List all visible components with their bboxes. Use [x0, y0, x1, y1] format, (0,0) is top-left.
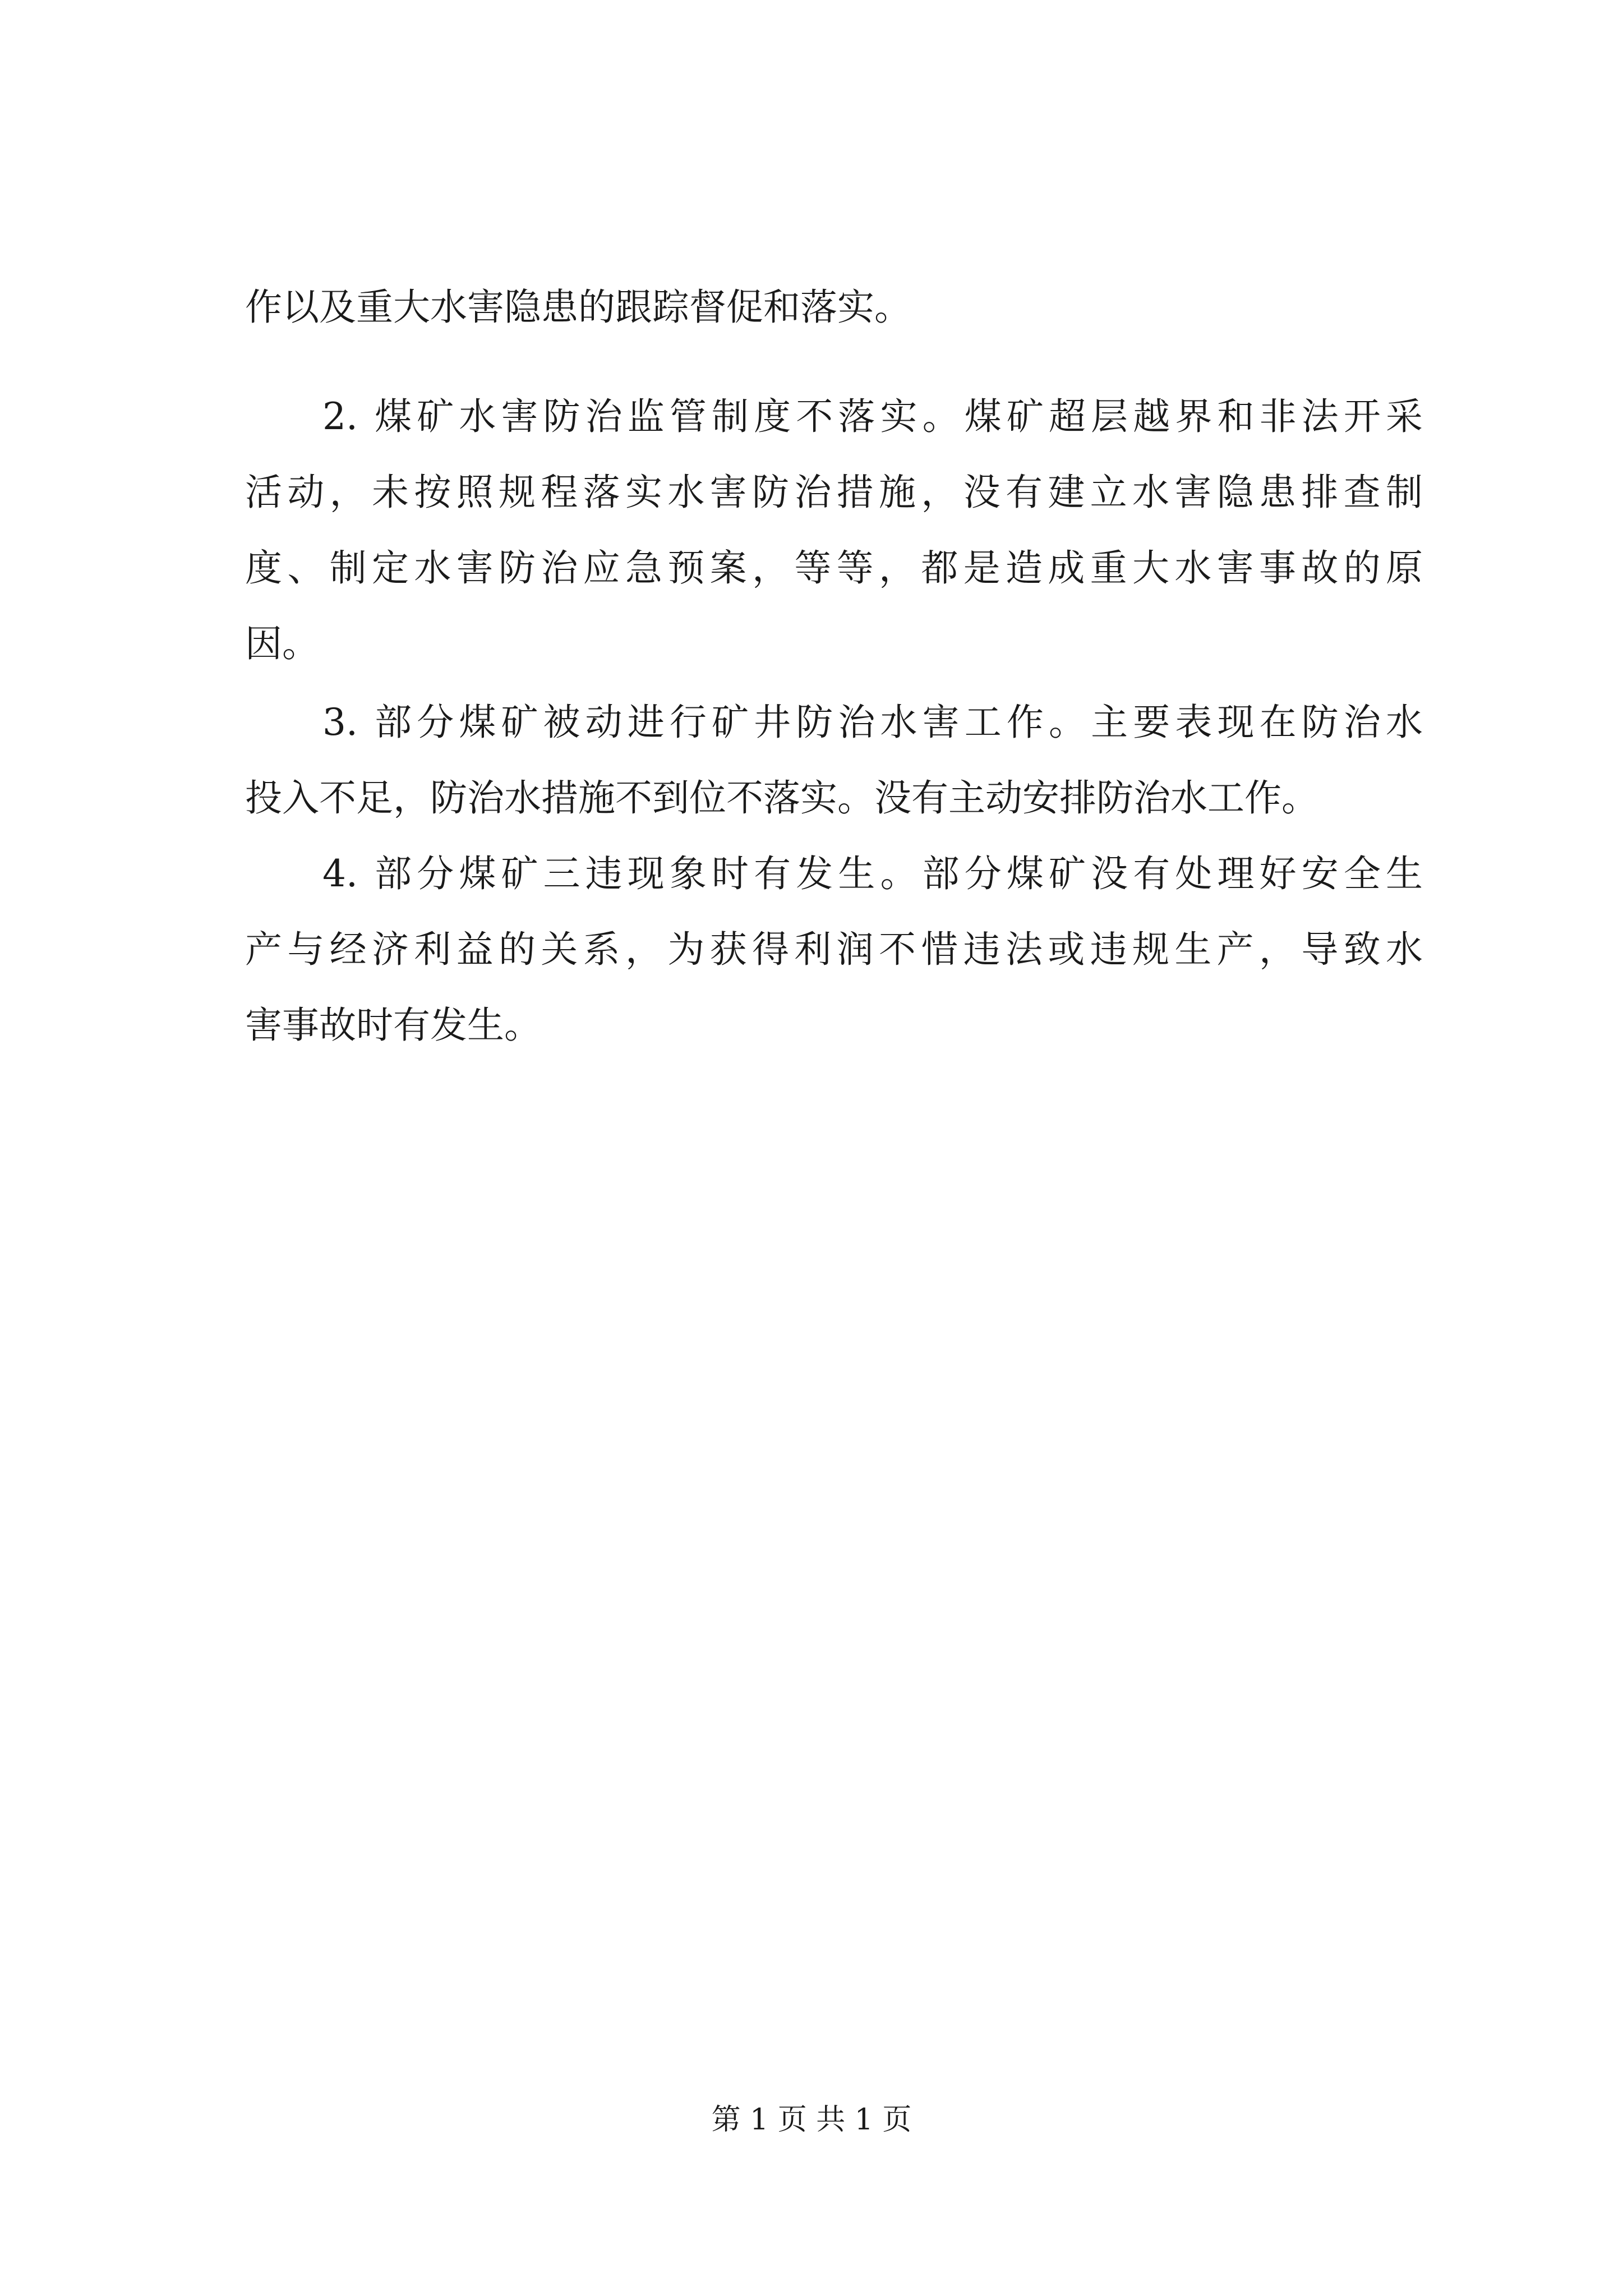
paragraph-4-line-1: 4. 部分煤矿三违现象时有发生。部分煤矿没有处理好安全生 [322, 852, 1423, 895]
paragraph-4-line-3: 害事故时有发生。 [245, 1004, 541, 1047]
paragraph-2-line-2: 活动，未按照规程落实水害防治措施，没有建立水害隐患排查制 [245, 471, 1423, 514]
page-footer: 第 1 页 共 1 页 [711, 2103, 912, 2137]
paragraph-2-line-1: 2. 煤矿水害防治监管制度不落实。煤矿超层越界和非法开采 [322, 395, 1423, 438]
paragraph-1-line-1: 作以及重大水害隐患的跟踪督促和落实。 [245, 286, 911, 329]
paragraph-2-line-3: 度、制定水害防治应急预案，等等，都是造成重大水害事故的原 [245, 546, 1423, 590]
paragraph-4-line-2: 产与经济利益的关系，为获得利润不惜违法或违规生产，导致水 [245, 928, 1423, 971]
paragraph-3-line-2: 投入不足，防治水措施不到位不落实。没有主动安排防治水工作。 [245, 776, 1318, 820]
paragraph-3-line-1: 3. 部分煤矿被动进行矿井防治水害工作。主要表现在防治水 [322, 701, 1423, 744]
paragraph-2-line-4: 因。 [245, 622, 319, 665]
